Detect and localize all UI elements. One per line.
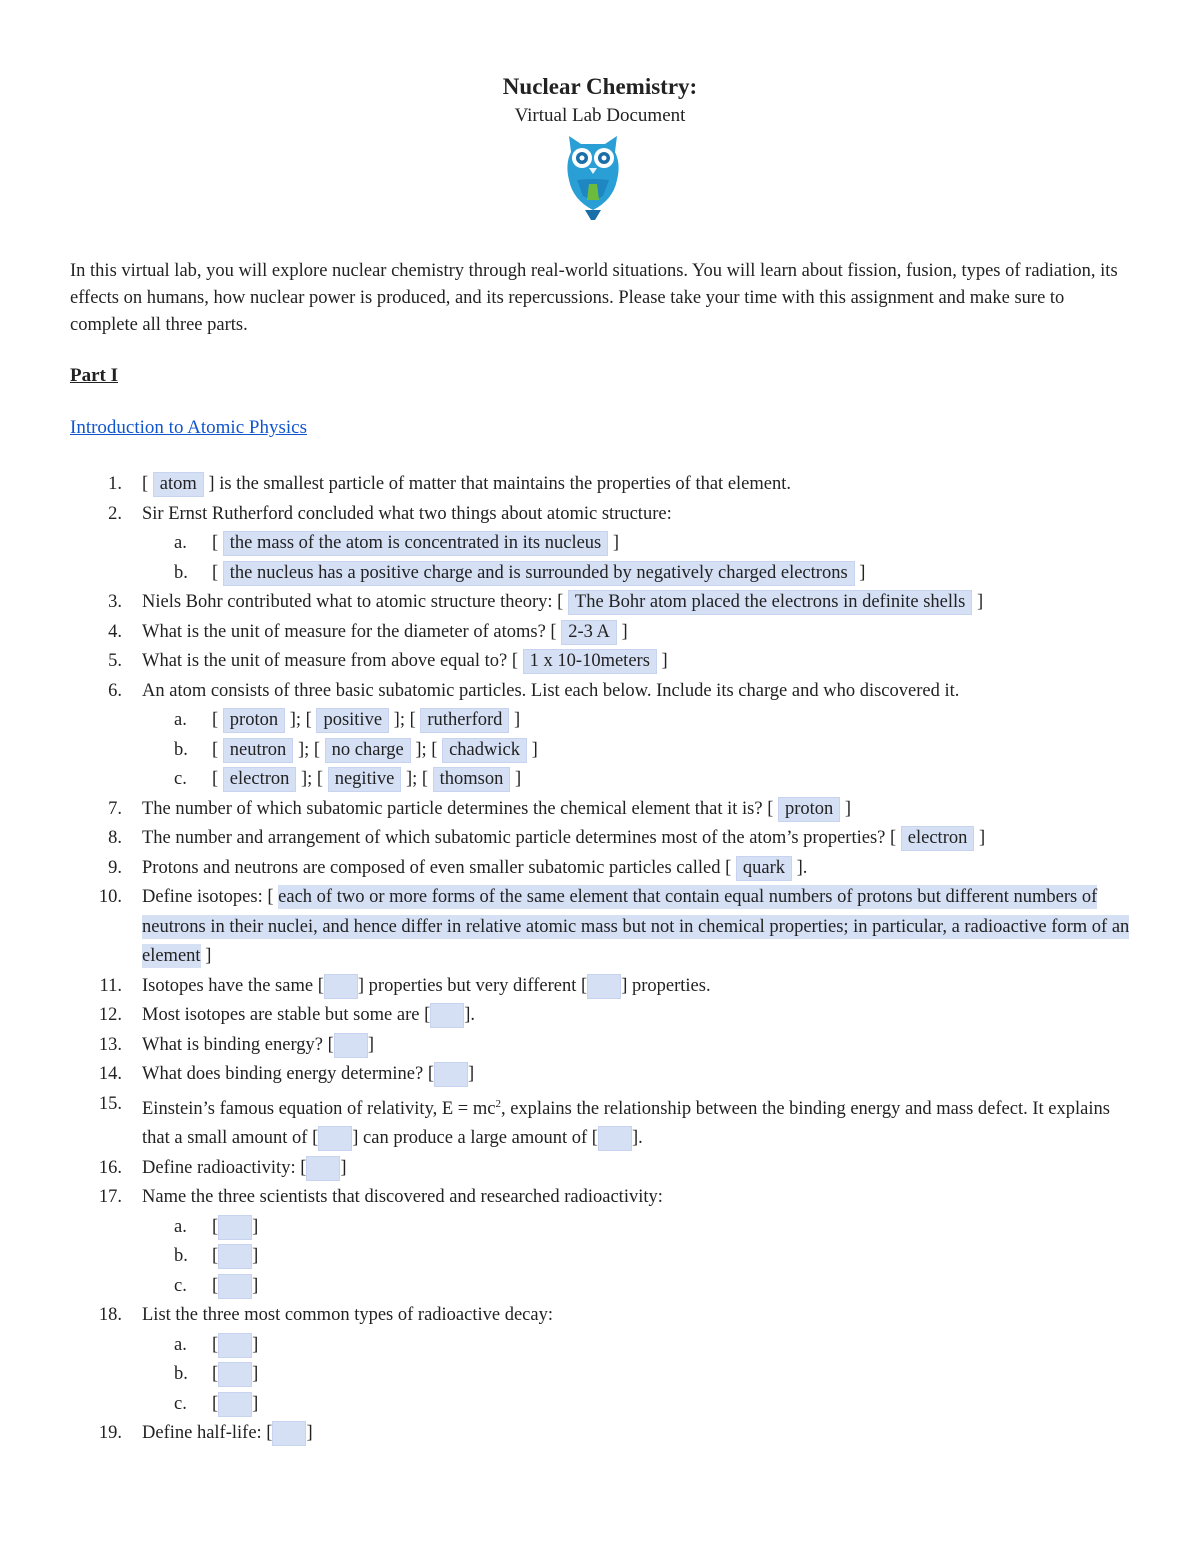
- answer-field-q7[interactable]: proton: [778, 797, 840, 822]
- answer-field-q5[interactable]: 1 x 10-10meters: [523, 649, 657, 674]
- answer-field-q6c-discoverer[interactable]: thomson: [433, 767, 511, 792]
- question-list: [70, 470, 1140, 1449]
- intro-atomic-physics-link[interactable]: Introduction to Atomic Physics: [70, 417, 307, 438]
- answer-field-q15-large[interactable]: [598, 1126, 632, 1151]
- answer-field-q9[interactable]: quark: [736, 856, 792, 881]
- answer-field-q12[interactable]: [430, 1003, 464, 1028]
- answer-field-q6c-particle[interactable]: electron: [223, 767, 297, 792]
- page-title: Nuclear Chemistry:: [502, 74, 698, 99]
- question-12: 12. Most isotopes are stable but some are [ ].: [70, 1001, 1140, 1031]
- answer-field-q15-small[interactable]: [318, 1126, 352, 1151]
- answer-field-q6b-particle[interactable]: neutron: [223, 738, 294, 763]
- question-2b: b. [ the nucleus has a positive charge and is surrounded by negatively charged electrons ]: [70, 559, 1140, 589]
- answer-field-q6b-charge[interactable]: no charge: [325, 738, 411, 763]
- answer-field-q2a[interactable]: the mass of the atom is concentrated in its nucleus: [223, 531, 608, 556]
- question-18: 18. List the three most common types of radioactive decay:: [98, 1305, 553, 1326]
- answer-field-q14[interactable]: [434, 1062, 468, 1087]
- question-4: 4. What is the unit of measure for the diameter of atoms? [ 2-3 A ]: [70, 618, 1140, 648]
- answer-field-q17b[interactable]: [218, 1244, 252, 1269]
- question-6a: a. [ proton ]; [ positive ]; [ rutherford ]: [70, 706, 1140, 736]
- question-15: 15. Einstein’s famous equation of relativity, $E = mc^2$, explains the relationship between the binding energy and mass defect. It explains that a small amount of [ ] can produce a large amount of [ ].: [70, 1090, 1140, 1154]
- question-18a: a. [ ]: [70, 1331, 1140, 1361]
- answer-field-q17a[interactable]: [218, 1215, 252, 1240]
- answer-field-q11-different[interactable]: [587, 974, 621, 999]
- question-10: 10. Define isotopes: [ each of two or more forms of the same element that contain equal numbers of protons but different numbers of neutrons in their nuclei, and hence differ in relative atomic mass but not in chemical properties; in particular, a radioactive form of an element ]: [98, 887, 1130, 966]
- question-2: 2. Sir Ernst Rutherford concluded what two things about atomic structure:: [108, 503, 672, 524]
- question-17: 17. Name the three scientists that discovered and researched radioactivity:: [98, 1187, 663, 1208]
- question-16: 16. Define radioactivity: [ ]: [70, 1154, 1140, 1184]
- answer-field-q1[interactable]: atom: [153, 472, 204, 497]
- question-19: 19. Define half-life: [ ]: [70, 1419, 1140, 1449]
- answer-field-q11-same[interactable]: [324, 974, 358, 999]
- question-14: 14. What does binding energy determine? [ ]: [70, 1060, 1140, 1090]
- answer-field-q18c[interactable]: [218, 1392, 252, 1417]
- question-17b: b. [ ]: [70, 1242, 1140, 1272]
- answer-field-q6c-charge[interactable]: negitive: [328, 767, 402, 792]
- question-8: 8. The number and arrangement of which subatomic particle determines most of the atom’s properties? [ electron ]: [70, 824, 1140, 854]
- question-6b: b. [ neutron ]; [ no charge ]; [ chadwick ]: [70, 736, 1140, 766]
- question-17a: a. [ ]: [70, 1213, 1140, 1243]
- answer-field-q6b-discoverer[interactable]: chadwick: [442, 738, 527, 763]
- answer-field-q8[interactable]: electron: [901, 826, 975, 851]
- answer-field-q4[interactable]: 2-3 A: [561, 620, 617, 645]
- question-11: 11. Isotopes have the same [ ] properties but very different [ ] properties.: [70, 972, 1140, 1002]
- answer-field-q18b[interactable]: [218, 1362, 252, 1387]
- question-9: 9. Protons and neutrons are composed of even smaller subatomic particles called [ quark ].: [70, 854, 1140, 884]
- part-heading: Part I: [70, 365, 119, 386]
- question-7: 7. The number of which subatomic particle determines the chemical element that it is? [ proton ]: [70, 795, 1140, 825]
- answer-field-q2b[interactable]: the nucleus has a positive charge and is surrounded by negatively charged electrons: [223, 561, 855, 586]
- answer-field-q17c[interactable]: [218, 1274, 252, 1299]
- question-1: 1. [ atom ] is the smallest particle of matter that maintains the properties of that element.: [70, 470, 1140, 500]
- owl-logo-icon: [563, 134, 623, 224]
- question-3: 3. Niels Bohr contributed what to atomic structure theory: [ The Bohr atom placed the electrons in definite shells ]: [70, 588, 1140, 618]
- page-subtitle: Virtual Lab Document: [514, 105, 686, 126]
- answer-field-q10[interactable]: each of two or more forms of the same element that contain equal numbers of protons but different numbers of neutrons in their nuclei, and hence differ in relative atomic mass but not in chemical properties; in particular, a radioactive form of an element: [142, 887, 1130, 966]
- question-2a: a. [ the mass of the atom is concentrated in its nucleus ]: [70, 529, 1140, 559]
- question-6: 6. An atom consists of three basic subatomic particles. List each below. Include its charge and who discovered it.: [108, 680, 960, 701]
- question-18b: b. [ ]: [70, 1360, 1140, 1390]
- answer-field-q6a-particle[interactable]: proton: [223, 708, 285, 733]
- answer-field-q6a-discoverer[interactable]: rutherford: [420, 708, 509, 733]
- answer-field-q19[interactable]: [272, 1421, 306, 1446]
- question-13: 13. What is binding energy? [ ]: [70, 1031, 1140, 1061]
- question-18c: c. [ ]: [70, 1390, 1140, 1420]
- answer-field-q13[interactable]: [334, 1033, 368, 1058]
- intro-paragraph: In this virtual lab, you will explore nuclear chemistry through real-world situations. You will learn about fission, fusion, types of radiation, its effects on humans, how nuclear power is produced, and its repercussions. Please take your time with this assignment and make sure to complete all three parts.: [70, 261, 1118, 335]
- question-5: 5. What is the unit of measure from above equal to? [ 1 x 10-10meters ]: [70, 647, 1140, 677]
- answer-field-q16[interactable]: [306, 1156, 340, 1181]
- answer-field-q6a-charge[interactable]: positive: [316, 708, 389, 733]
- answer-field-q3[interactable]: The Bohr atom placed the electrons in definite shells: [568, 590, 972, 615]
- question-17c: c. [ ]: [70, 1272, 1140, 1302]
- answer-field-q18a[interactable]: [218, 1333, 252, 1358]
- question-6c: c. [ electron ]; [ negitive ]; [ thomson ]: [70, 765, 1140, 795]
